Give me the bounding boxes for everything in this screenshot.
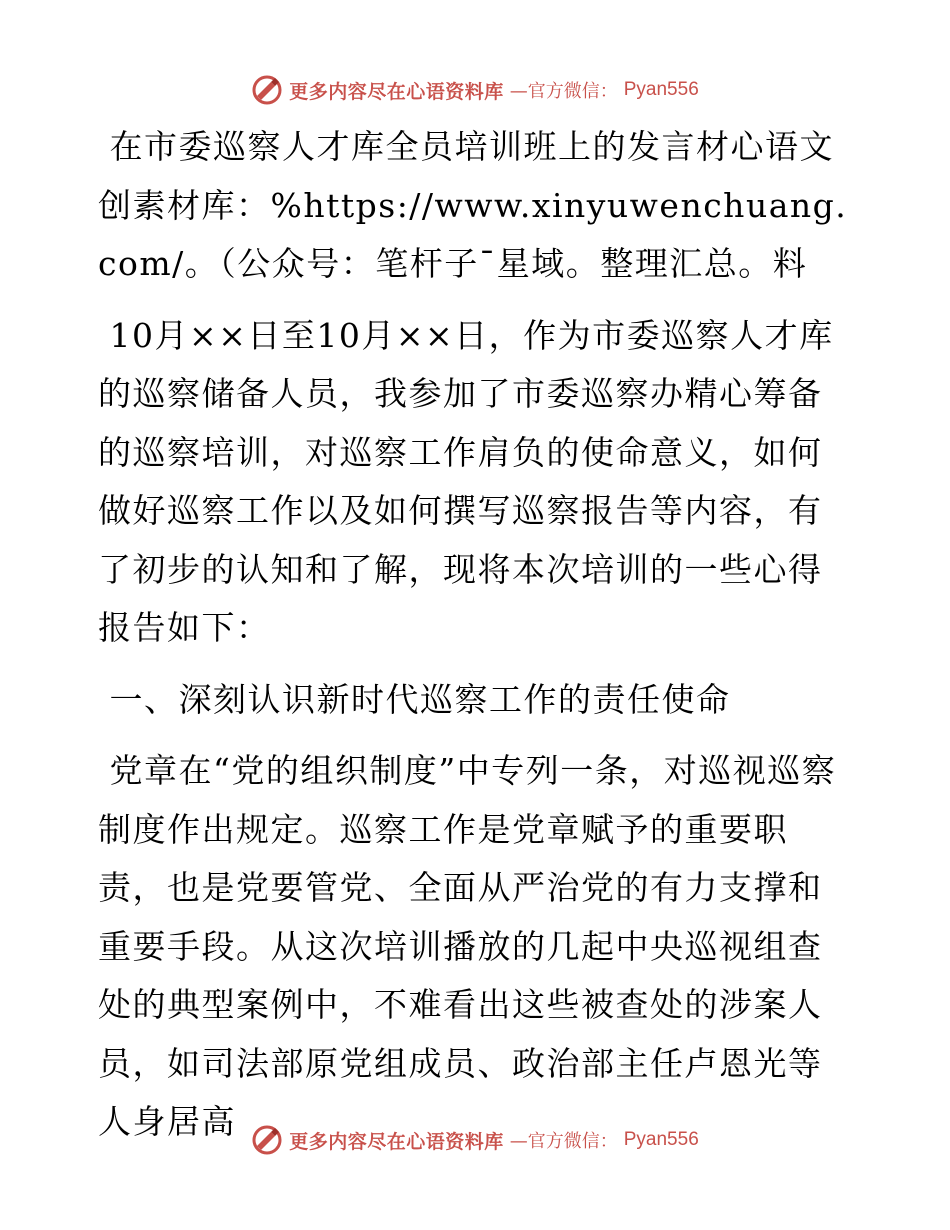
section-heading-1: 一、深刻认识新时代巡察工作的责任使命 — [109, 679, 731, 719]
watermark-main-text: 更多内容尽在心语资料库 — [289, 80, 504, 103]
watermark-handle: Pyan556 — [623, 79, 699, 100]
watermark-sub-text: —官方微信： — [509, 1131, 618, 1152]
watermark-main-text: 更多内容尽在心语资料库 — [289, 1130, 504, 1153]
footer-watermark — [0, 1120, 950, 1160]
watermark-sub-text: —官方微信： — [509, 81, 618, 102]
header-watermark — [0, 70, 950, 110]
watermark-handle: Pyan556 — [623, 1129, 699, 1150]
paragraph-intro: 10月××日至10月××日，作为市委巡察人才库的巡察储备人员，我参加了市委巡察办精心筹备的巡察培训，对巡察工作肩负的使命意义，如何做好巡察工作以及如何撰写巡察报告等内容，有了初步的认知和了解，现将本次培训的一些心得报告如下： — [98, 315, 834, 647]
document-title-paragraph: 在市委巡察人才库全员培训班上的发言材心语文创素材库：%https://www.xinyuwenchuang.com/。（公众号：笔杆子¯星域。整理汇总。料 — [98, 127, 848, 283]
document-body — [98, 118, 848, 1152]
pen-logo-icon — [251, 1124, 283, 1156]
paragraph-party-constitution: 党章在“党的组织制度”中专列一条，对巡视巡察制度作出规定。巡察工作是党章赋予的重要职责，也是党要管党、全面从严治党的有力支撑和重要手段。从这次培训播放的几起中央巡视组查处的典型案例中，不难看出这些被查处的涉案人员，如司法部原党组成员、政治部主任卢恩光等人身居高 — [98, 751, 837, 1141]
pen-logo-icon — [251, 74, 283, 106]
